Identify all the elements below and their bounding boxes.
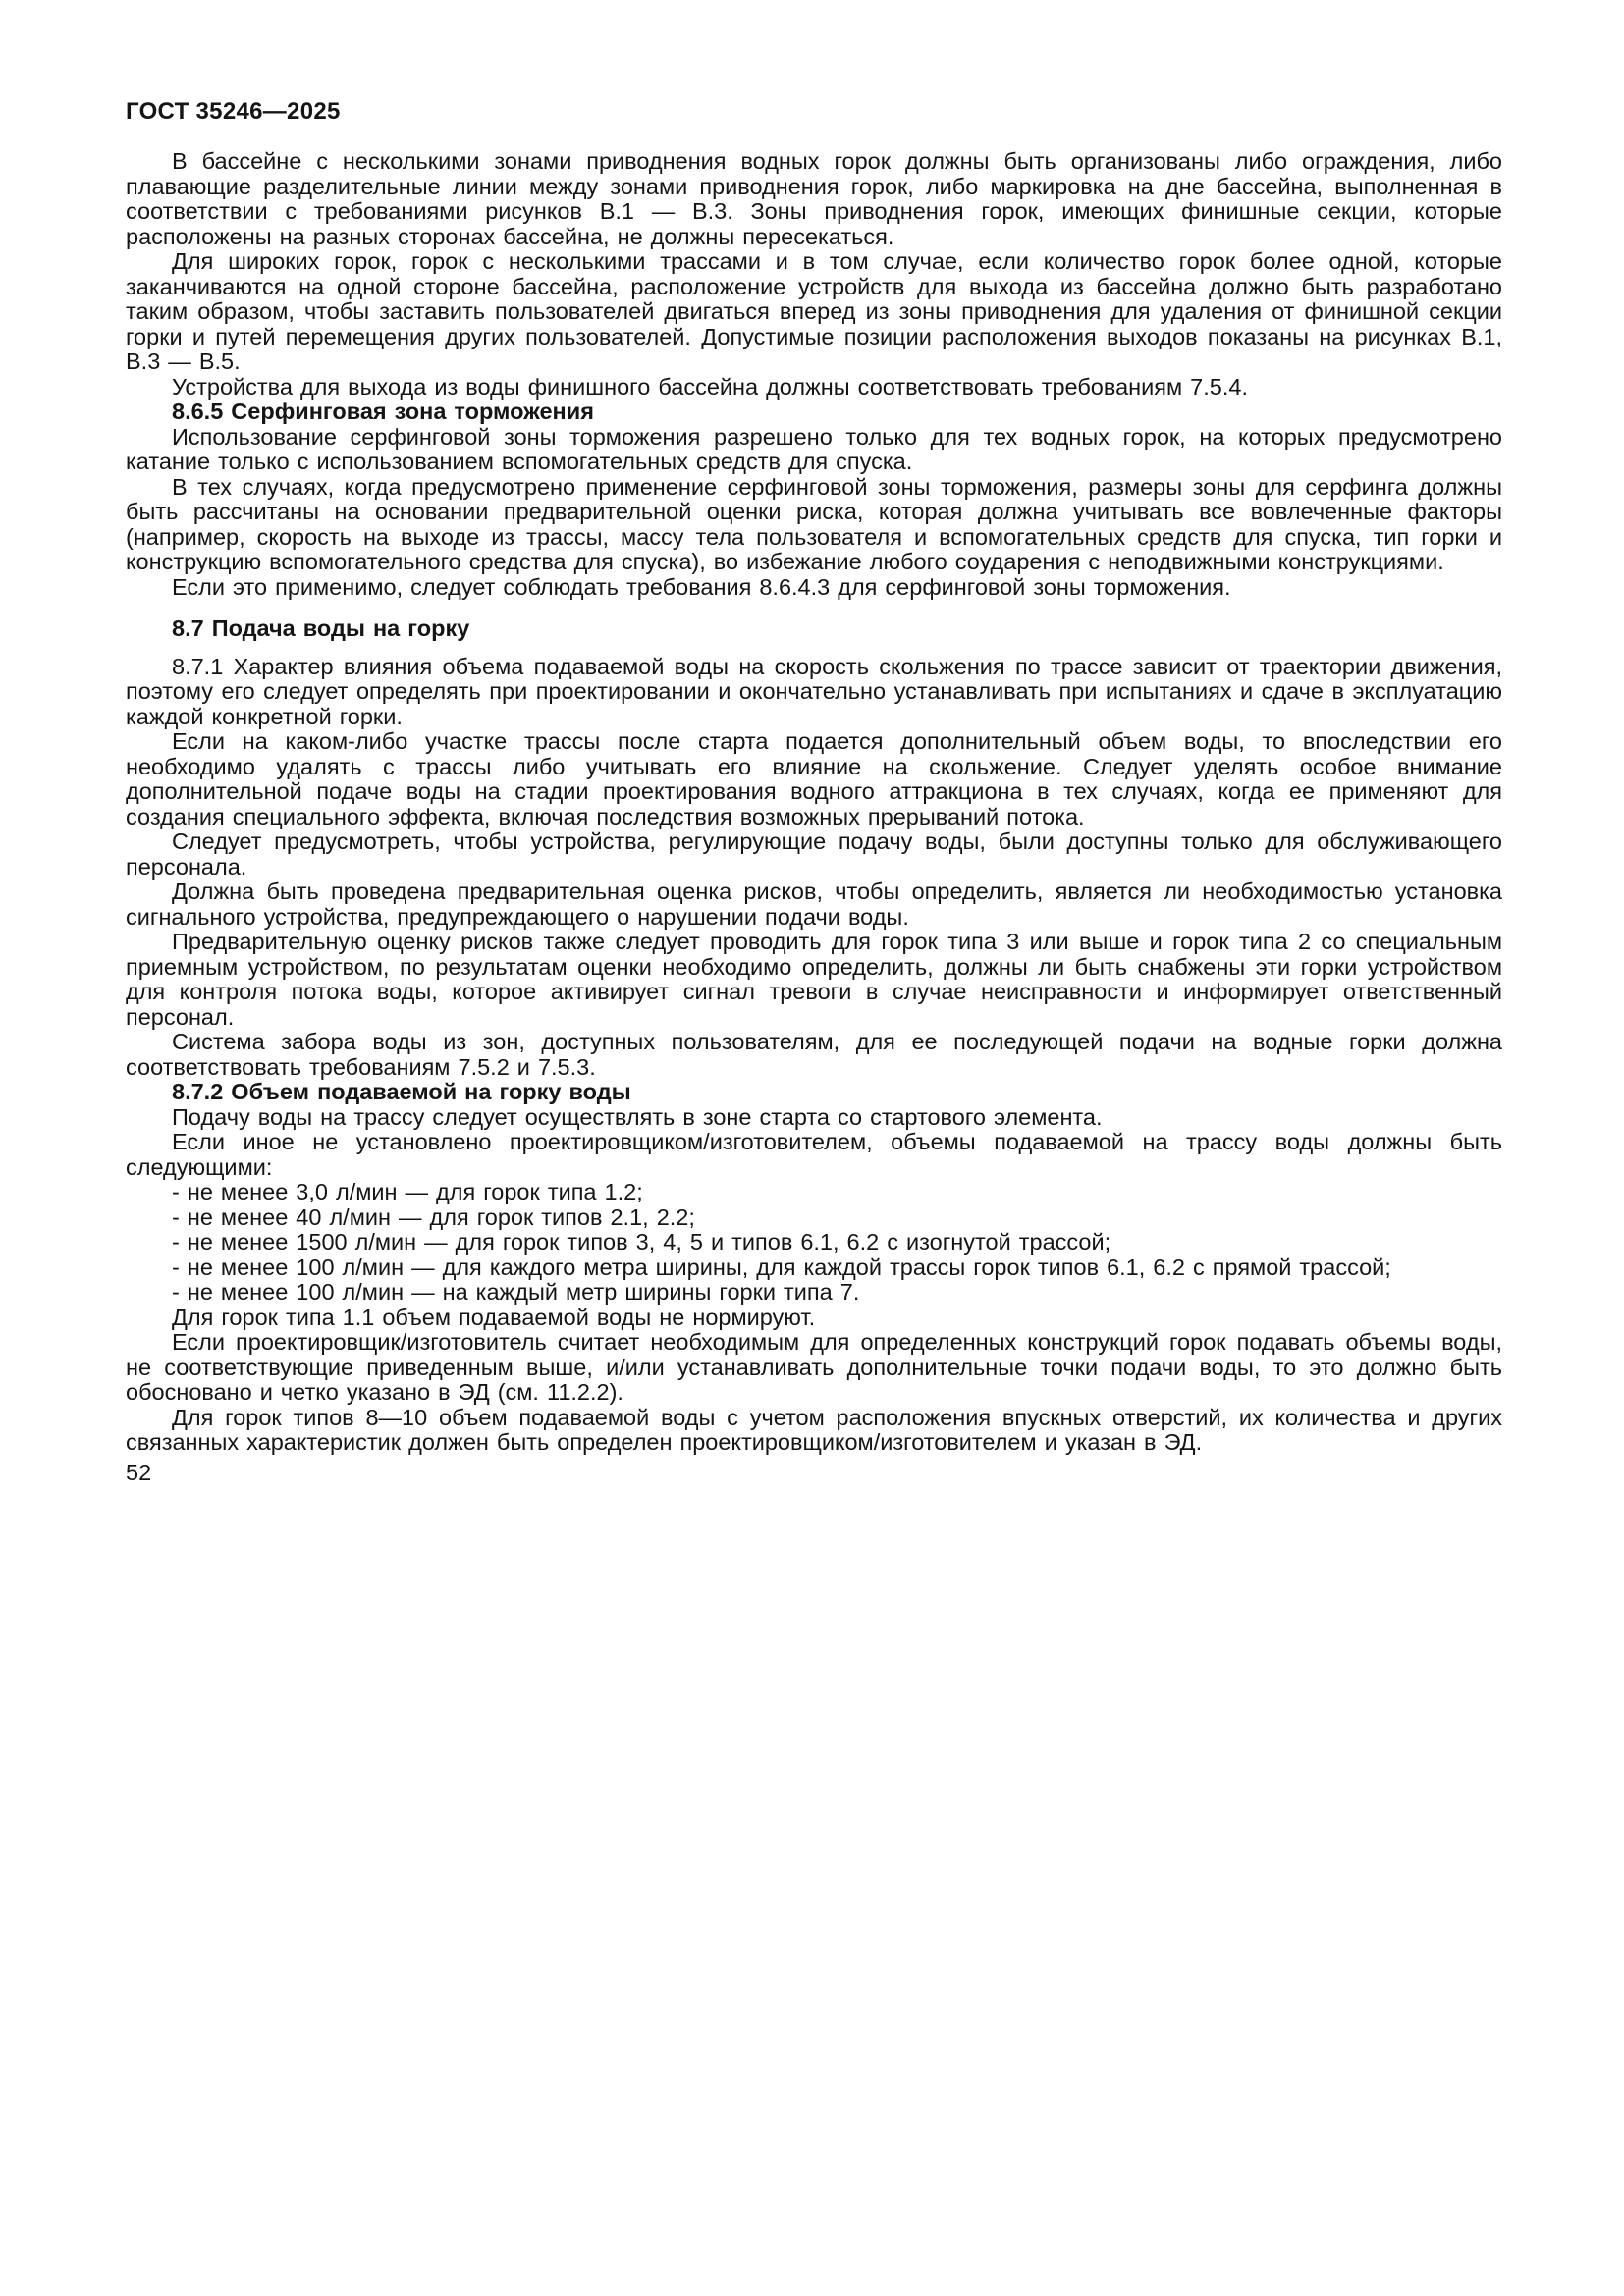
list-item: - не менее 3,0 л/мин — для горок типа 1.2;: [172, 1179, 643, 1204]
paragraph: В тех случаях, когда предусмотрено применение серфинговой зоны торможения, размеры зоны для серфинга должны быть рассчитаны на основании предварительной оценки риска, которая должна учитывать все вовлеченные факторы (например, скорость на выходе из трассы, массу тела пользователя и вспомогательных средств для спуска, тип горки и конструкцию вспомогательного средства для спуска), во избежание любого соударения с неподвижными конструкциями.: [126, 473, 1502, 574]
subsection-heading: 8.6.5 Серфинговая зона торможения: [172, 399, 594, 424]
document-header: ГОСТ 35246—2025: [126, 98, 341, 125]
paragraph: Устройства для выхода из воды финишного бассейна должны соответствовать требованиям 7.5.4.: [172, 373, 1248, 400]
paragraph: Если на каком-либо участке трассы после старта подается дополнительный объем воды, то впоследствии его необходимо удалять с трассы либо учитывать его влияние на скольжение. Следует уделять особое внимание дополнительной подаче воды на стадии проектирования водного аттракциона в тех случаях, когда ее применяют для создания специального эффекта, включая последствия возможных прерываний потока.: [126, 728, 1502, 829]
paragraph: Для горок типа 1.1 объем подаваемой воды не нормируют.: [172, 1304, 816, 1330]
paragraph: Использование серфинговой зоны торможения разрешено только для тех водных горок, на которых предусмотрено катание только с использованием вспомогательных средств для спуска.: [126, 423, 1502, 474]
list-item: - не менее 100 л/мин — на каждый метр ширины горки типа 7.: [172, 1279, 860, 1305]
paragraph: Для широких горок, горок с несколькими трассами и в том случае, если количество горок более одной, которые заканчиваются на одной стороне бассейна, расположение устройств для выхода из бассейна должно быть разработано таким образом, чтобы заставить пользователей двигаться вперед из зоны приводнения для удаления от финишной секции горки и путей перемещения других пользователей. Допустимые позиции расположения выходов показаны на рисунках В.1, В.3 — В.5.: [126, 248, 1502, 374]
list-item: - не менее 40 л/мин — для горок типов 2.1, 2.2;: [172, 1203, 695, 1230]
section-heading: 8.7 Подача воды на горку: [172, 615, 470, 641]
subsection-heading: 8.7.2 Объем подаваемой на горку воды: [172, 1079, 631, 1104]
list-item: - не менее 100 л/мин — для каждого метра ширины, для каждой трассы горок типов 6.1, 6.2 с прямой трассой;: [172, 1254, 1391, 1280]
paragraph: Следует предусмотреть, чтобы устройства, регулирующие подачу воды, были доступны только для обслуживающего персонала.: [126, 828, 1502, 880]
paragraph: Предварительную оценку рисков также следует проводить для горок типа 3 или выше и горок типа 2 со специальным приемным устройством, по результатам оценки необходимо определить, должны ли быть снабжены эти горки устройством для контроля потока воды, которое активирует сигнал тревоги в случае неисправности и информирует ответственный персонал.: [126, 929, 1502, 1030]
paragraph: Если иное не установлено проектировщиком/изготовителем, объемы подаваемой на трассу воды должны быть следующими:: [126, 1129, 1502, 1180]
document-body: [126, 149, 1502, 1485]
paragraph: Если это применимо, следует соблюдать требования 8.6.4.3 для серфинговой зоны торможения.: [172, 573, 1231, 600]
paragraph: Должна быть проведена предварительная оценка рисков, чтобы определить, является ли необходимостью установка сигнального устройства, предупреждающего о нарушении подачи воды.: [126, 879, 1502, 930]
paragraph: Подачу воды на трассу следует осуществлять в зоне старта со стартового элемента.: [172, 1103, 1103, 1130]
paragraph: Если проектировщик/изготовитель считает необходимым для определенных конструкций горок подавать объемы воды, не соответствующие приведенным выше, и/или устанавливать дополнительные точки подачи воды, то это должно быть обосновано и четко указано в ЭД (см. 11.2.2).: [126, 1329, 1502, 1405]
page-number: 52: [126, 1459, 152, 1485]
paragraph: Для горок типов 8—10 объем подаваемой воды с учетом расположения впускных отверстий, их количества и других связанных характеристик должен быть определен проектировщиком/изготовителем и указан в ЭД.: [126, 1404, 1502, 1455]
paragraph: В бассейне с несколькими зонами приводнения водных горок должны быть организованы либо ограждения, либо плавающие разделительные линии между зонами приводнения горок, либо маркировка на дне бассейна, выполненная в соответствии с требованиями рисунков В.1 — В.3. Зоны приводнения горок, имеющих финишные секции, которые расположены на разных сторонах бассейна, не должны пересекаться.: [126, 148, 1502, 249]
list-item: - не менее 1500 л/мин — для горок типов 3, 4, 5 и типов 6.1, 6.2 с изогнутой трассой;: [172, 1229, 1111, 1255]
paragraph: 8.7.1 Характер влияния объема подаваемой воды на скорость скольжения по трассе зависит от траектории движения, поэтому его следует определять при проектировании и окончательно устанавливать при испытаниях и сдаче в эксплуатацию каждой конкретной горки.: [126, 653, 1502, 729]
paragraph: Система забора воды из зон, доступных пользователям, для ее последующей подачи на водные горки должна соответствовать требованиям 7.5.2 и 7.5.3.: [126, 1029, 1502, 1080]
